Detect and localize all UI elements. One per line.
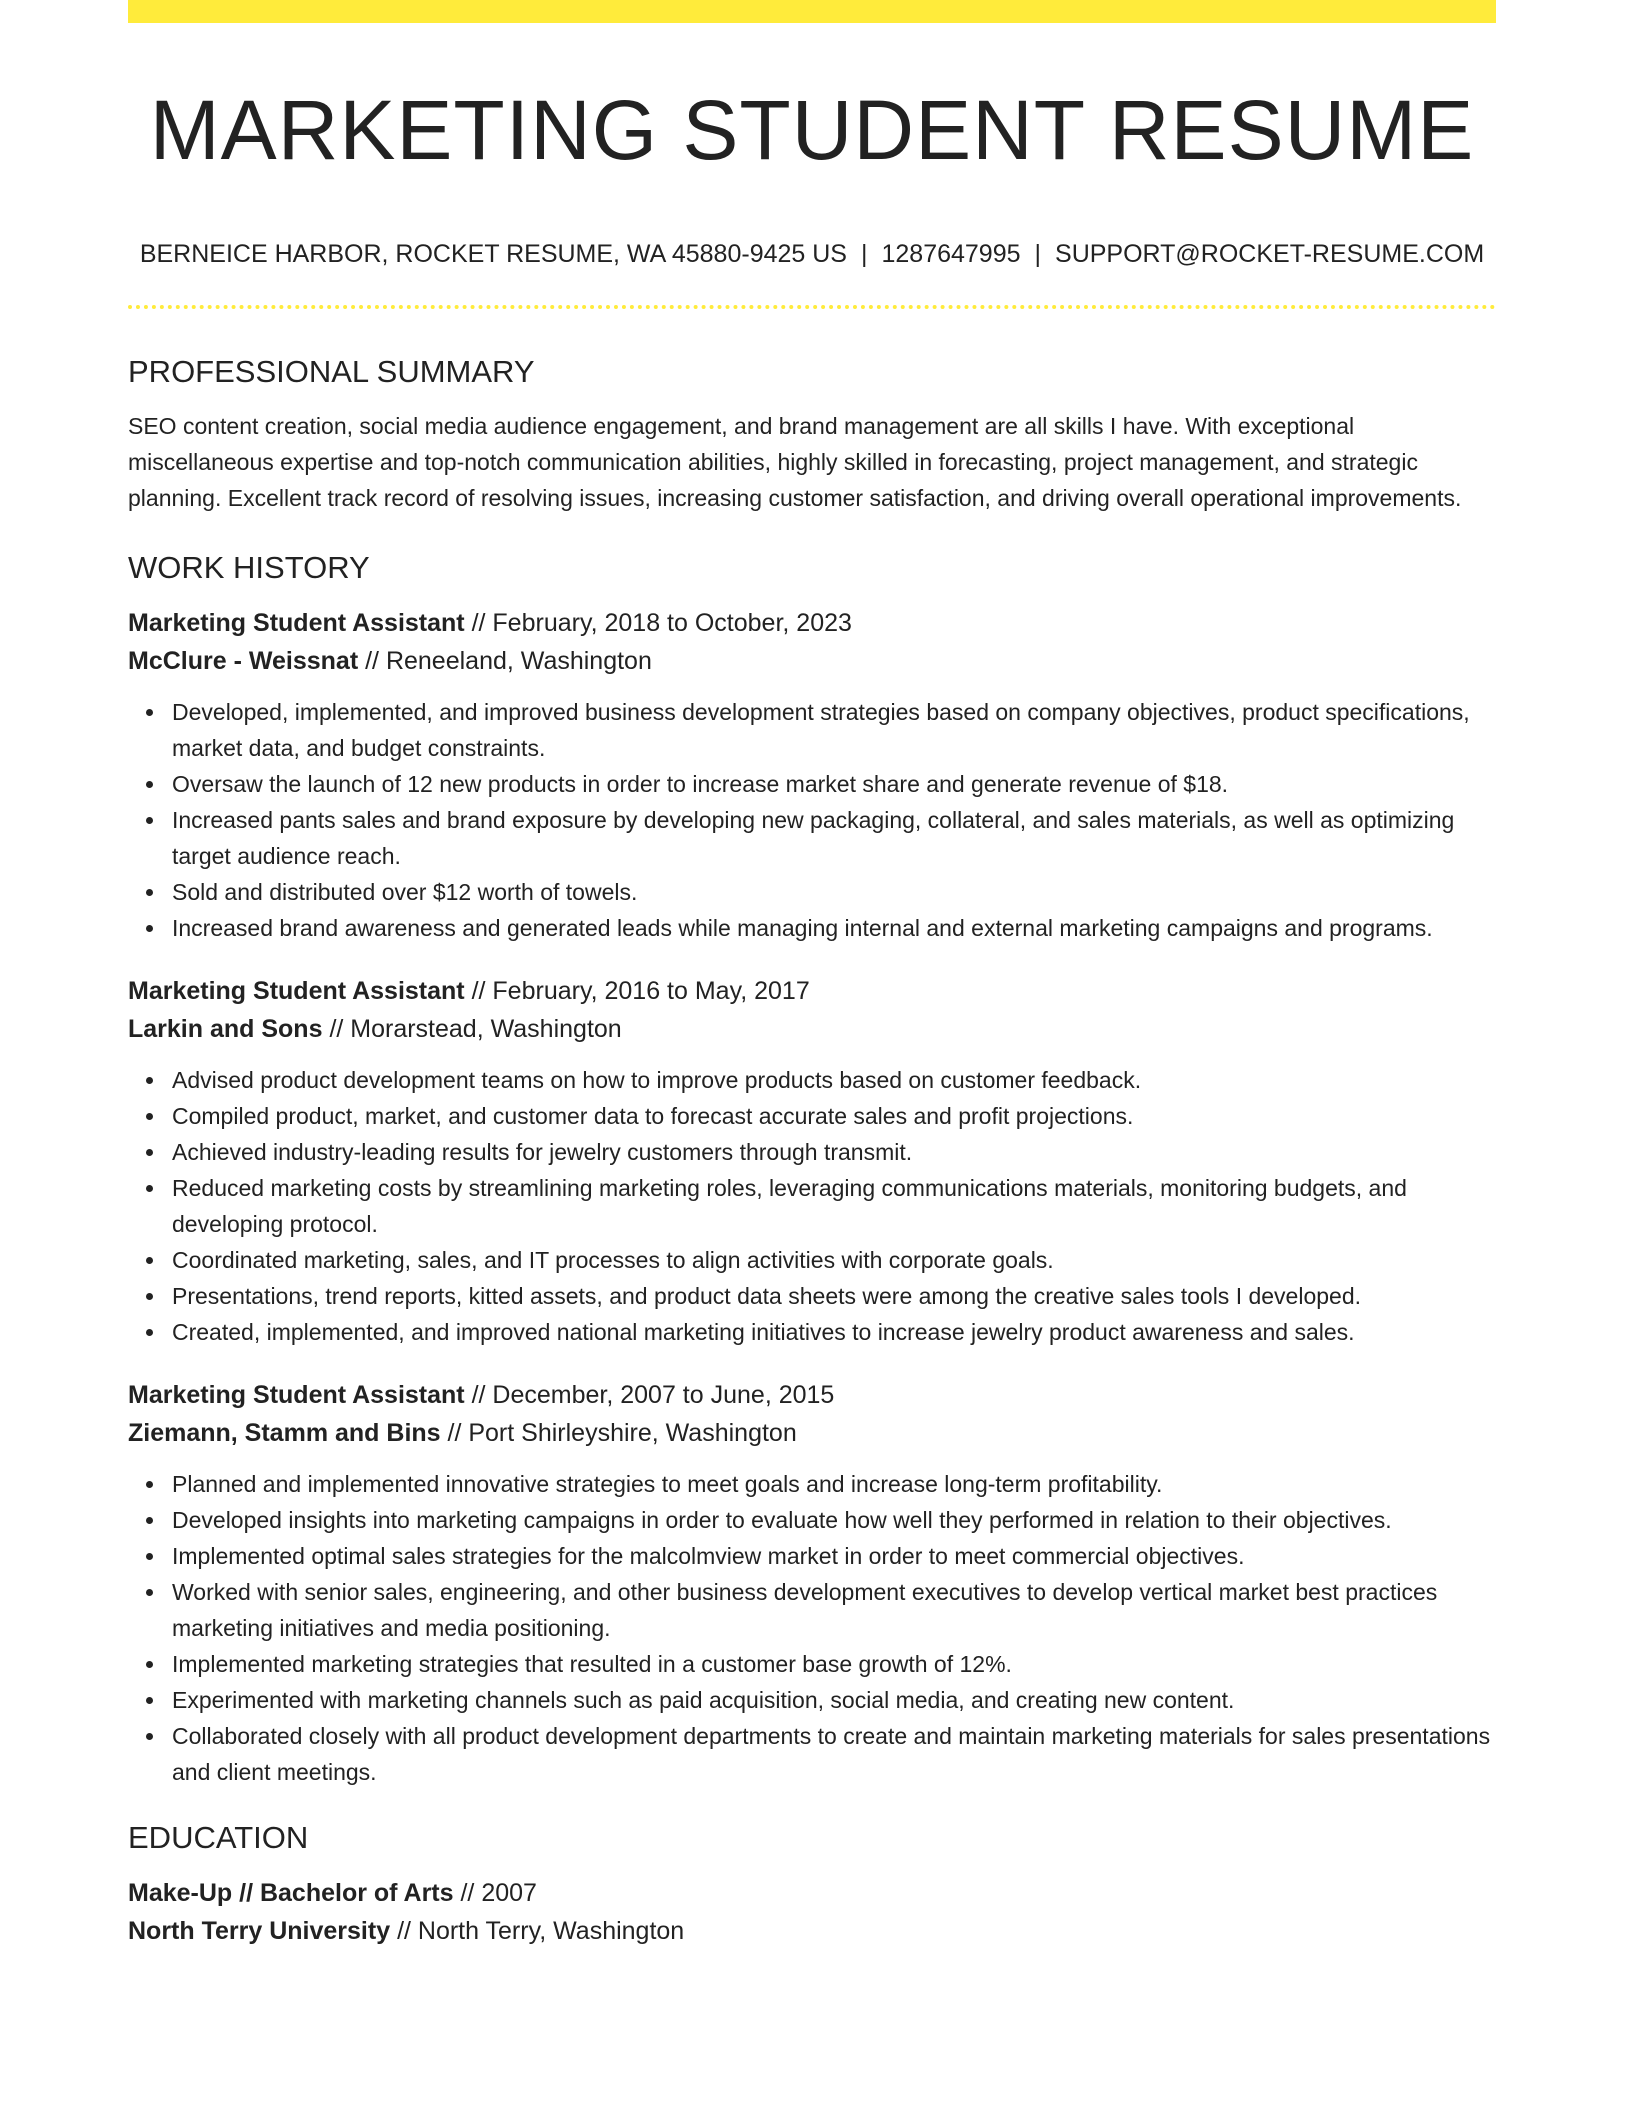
job-bullet: Advised product development teams on how to improve products based on customer feedback. [172,1062,1496,1098]
job-company-line [128,1414,1496,1452]
job-entry [128,604,1496,946]
contact-email: SUPPORT@ROCKET-RESUME.COM [1055,240,1485,268]
job-title: Marketing Student Assistant [128,977,465,1005]
job-entry [128,1376,1496,1790]
job-bullet: Worked with senior sales, engineering, and other business development executives to develop vertical market best practices marketing initiatives and media positioning. [172,1574,1496,1646]
contact-phone: 1287647995 [881,240,1021,268]
job-bullet-list [128,1062,1496,1350]
job-company: McClure - Weissnat [128,647,359,675]
education-school: North Terry University [128,1917,391,1945]
job-bullet: Increased brand awareness and generated leads while managing internal and external marketing campaigns and programs. [172,910,1496,946]
job-dates: // February, 2018 to October, 2023 [471,609,852,637]
job-bullet: Compiled product, market, and customer data to forecast accurate sales and profit projections. [172,1098,1496,1134]
job-company-line [128,642,1496,680]
job-dates: // December, 2007 to June, 2015 [471,1381,835,1409]
job-bullet: Implemented optimal sales strategies for the malcolmview market in order to meet commercial objectives. [172,1538,1496,1574]
summary-text: SEO content creation, social media audience engagement, and brand management are all skills I have. With exceptional miscellaneous expertise and top-notch communication abilities, highly skilled in forecasting, project management, and strategic planning. Excellent track record of resolving issues, increasing customer satisfaction, and driving overall operational improvements. [128,413,1462,511]
job-bullet: Oversaw the launch of 12 new products in order to increase market share and generate revenue of $18. [172,766,1496,802]
job-title-line [128,604,1496,642]
job-bullet: Developed, implemented, and improved business development strategies based on company objectives, product specifications, market data, and budget constraints. [172,694,1496,766]
job-bullet: Created, implemented, and improved national marketing initiatives to increase jewelry product awareness and sales. [172,1314,1496,1350]
job-bullet: Implemented marketing strategies that resulted in a customer base growth of 12%. [172,1646,1496,1682]
job-location: // Morarstead, Washington [329,1015,622,1043]
education-degree: Make-Up // Bachelor of Arts [128,1879,454,1907]
contact-line [128,238,1496,270]
education-school-line [128,1912,1496,1950]
contact-separator: | [1034,240,1042,268]
job-bullet-list [128,1466,1496,1790]
job-title-line [128,1376,1496,1414]
job-dates: // February, 2016 to May, 2017 [471,977,810,1005]
job-title: Marketing Student Assistant [128,1381,465,1409]
job-location: // Reneeland, Washington [365,647,652,675]
education-heading: EDUCATION [128,1820,309,1855]
summary-heading: PROFESSIONAL SUMMARY [128,354,535,389]
contact-address: BERNEICE HARBOR, ROCKET RESUME, WA 45880-9425 US [139,240,847,268]
accent-top-bar [128,0,1496,23]
work-history-section [128,546,1496,1790]
job-company-line [128,1010,1496,1048]
job-bullet: Reduced marketing costs by streamlining marketing roles, leveraging communications materials, monitoring budgets, and developing protocol. [172,1170,1496,1242]
resume-title: MARKETING STUDENT RESUME [149,83,1475,177]
dotted-divider [128,305,1496,309]
job-bullet: Achieved industry-leading results for jewelry customers through transmit. [172,1134,1496,1170]
job-entry [128,972,1496,1350]
education-year: // 2007 [460,1879,537,1907]
job-company: Ziemann, Stamm and Bins [128,1419,441,1447]
job-bullet: Coordinated marketing, sales, and IT processes to align activities with corporate goals. [172,1242,1496,1278]
job-title-line [128,972,1496,1010]
contact-separator: | [860,240,868,268]
job-title: Marketing Student Assistant [128,609,465,637]
resume-sections [128,350,1496,1950]
job-bullet: Planned and implemented innovative strategies to meet goals and increase long-term profitability. [172,1466,1496,1502]
education-location: // North Terry, Washington [397,1917,685,1945]
job-bullet: Presentations, trend reports, kitted assets, and product data sheets were among the creative sales tools I developed. [172,1278,1496,1314]
education-degree-line [128,1874,1496,1912]
job-bullet: Experimented with marketing channels such as paid acquisition, social media, and creating new content. [172,1682,1496,1718]
job-bullet: Increased pants sales and brand exposure by developing new packaging, collateral, and sales materials, as well as optimizing target audience reach. [172,802,1496,874]
summary-section [128,350,1496,516]
work-history-heading: WORK HISTORY [128,550,370,585]
job-location: // Port Shirleyshire, Washington [447,1419,797,1447]
job-bullet: Sold and distributed over $12 worth of towels. [172,874,1496,910]
job-bullet: Collaborated closely with all product development departments to create and maintain marketing materials for sales presentations and client meetings. [172,1718,1496,1790]
job-bullet: Developed insights into marketing campaigns in order to evaluate how well they performed in relation to their objectives. [172,1502,1496,1538]
education-section [128,1816,1496,1950]
job-bullet-list [128,694,1496,946]
job-company: Larkin and Sons [128,1015,323,1043]
